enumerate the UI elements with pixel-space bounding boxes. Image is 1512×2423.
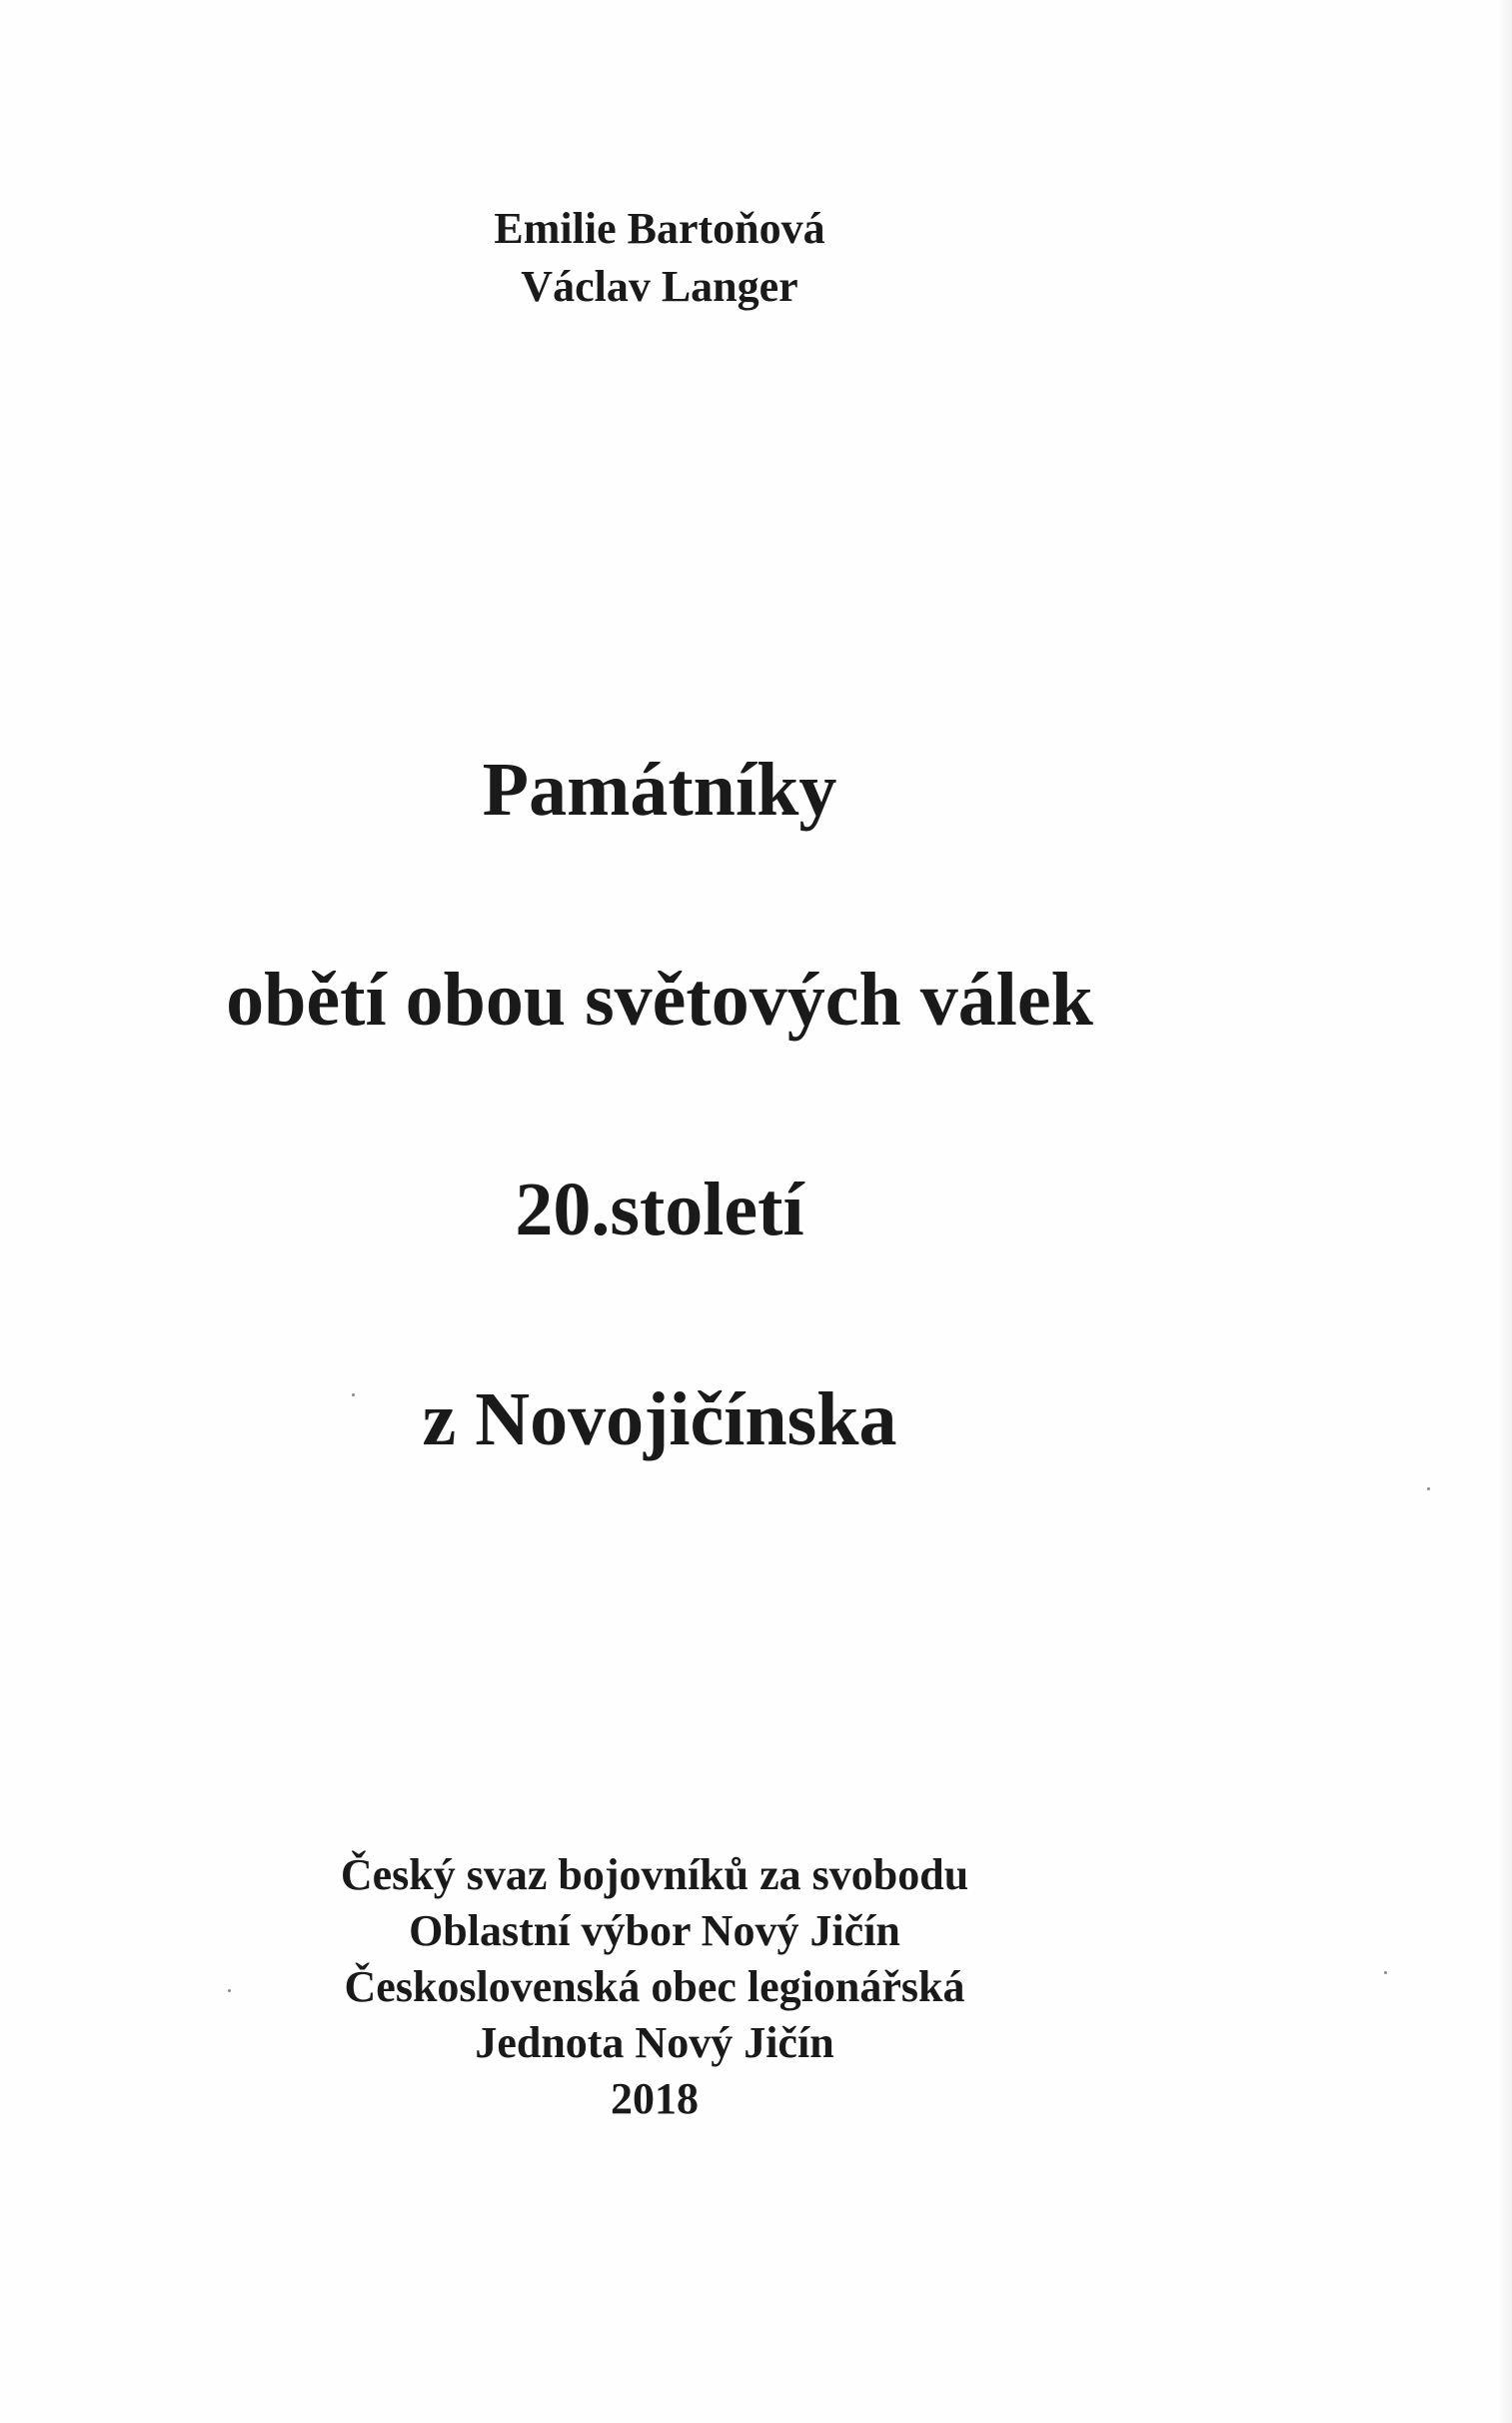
- author-name: Václav Langer: [521, 262, 798, 311]
- authors-block: [0, 200, 1319, 316]
- publisher-line: Český svaz bojovníků za svobodu: [340, 1850, 969, 1899]
- title-line: 20.století: [515, 1168, 804, 1251]
- publication-year: 2018: [611, 2074, 699, 2123]
- publisher-line: Oblastní výbor Nový Jičín: [409, 1906, 900, 1955]
- title-line: obětí obou světových válek: [226, 958, 1093, 1042]
- scan-speck: [352, 1393, 355, 1396]
- author-name: Emilie Bartoňová: [494, 204, 825, 253]
- title-line: z Novojičínska: [422, 1377, 897, 1461]
- scan-speck: [1427, 1487, 1430, 1490]
- page-edge-shadow: [1498, 0, 1512, 2423]
- scan-speck: [1384, 1971, 1387, 1974]
- publisher-block: [0, 1847, 1309, 2127]
- scan-speck: [228, 1989, 231, 1992]
- publisher-line: Jednota Nový Jičín: [475, 2018, 834, 2067]
- title-line: Památníky: [482, 748, 837, 832]
- publisher-line: Československá obec legionářská: [344, 1962, 965, 2011]
